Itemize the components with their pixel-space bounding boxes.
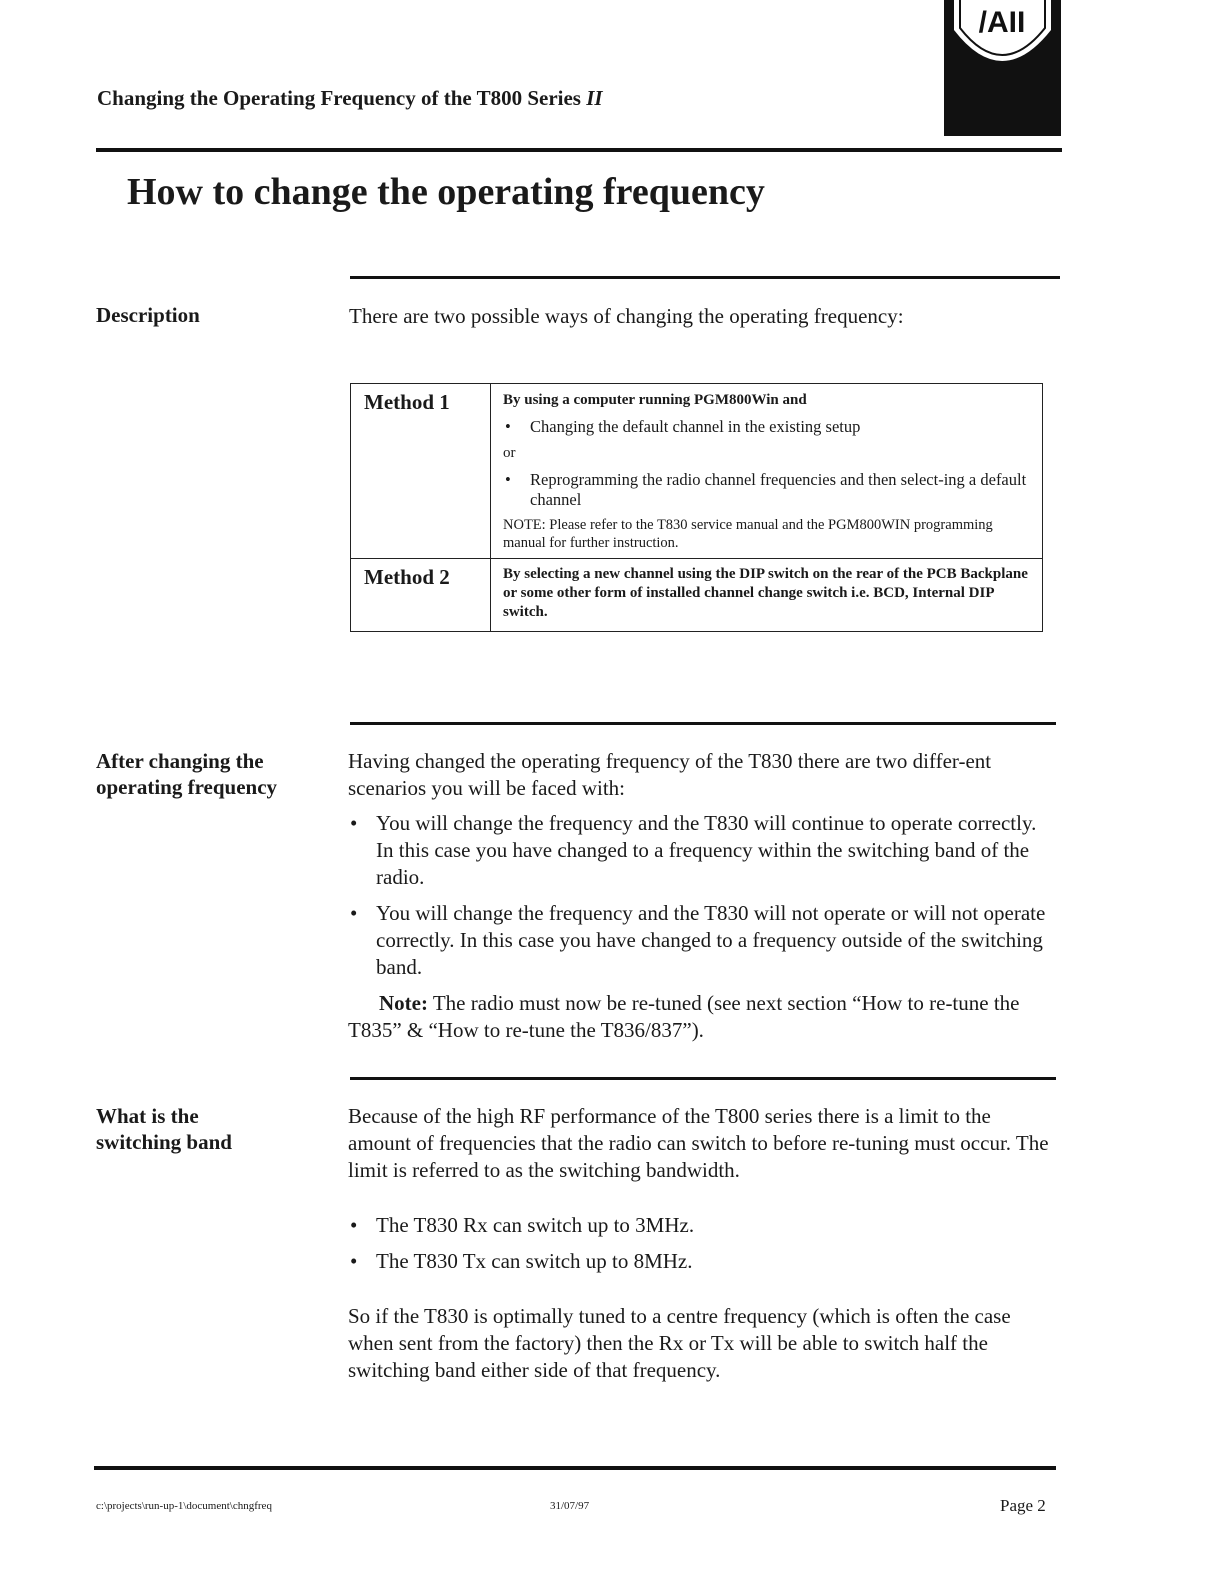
description-intro: There are two possible ways of changing the operating frequency: (349, 304, 904, 328)
method-row-1 (351, 384, 1043, 559)
list-item: • You will change the frequency and the T830 will not operate or will not operate correctly. In this case you have changed to a frequency outside of the switching band. (350, 901, 1046, 979)
page-number: Page 2 (1000, 1496, 1046, 1515)
note-text: The radio must now be re-tuned (see next section “How to re-tune the T835” & “How to re-tune the T836/837”). (348, 991, 1020, 1042)
after-change-note (348, 990, 1056, 1044)
method-2-label: Method 2 (351, 559, 491, 632)
method-1-bullet: • Reprogramming the radio channel frequencies and then select-ing a default channel (505, 470, 1027, 509)
after-change-bullets (348, 810, 1056, 981)
switching-band-bullets (348, 1212, 1053, 1275)
method-1-description (491, 384, 1043, 559)
switching-band-body (348, 1103, 1053, 1384)
section-label-line: operating frequency (96, 775, 278, 799)
logo-emblem-icon (944, 0, 1061, 136)
footer-date: 31/07/97 (550, 1500, 590, 1512)
footer-path: c:\projects\run-up-1\document\chngfreq (96, 1500, 272, 1512)
section-rule-description (350, 276, 1060, 279)
method-row-2 (351, 559, 1043, 632)
methods-table (350, 383, 1043, 632)
list-item: • You will change the frequency and the T830 will continue to operate correctly. In this case you have changed to a frequency within the switching band of the radio. (350, 811, 1037, 889)
method-2-description (491, 559, 1043, 632)
running-header-text: Changing the Operating Frequency of the T800 Series (97, 86, 581, 110)
method-1-lead: By using a computer running PGM800Win and (503, 392, 807, 408)
section-label-after-change (96, 748, 277, 800)
method-1-note: NOTE: Please refer to the T830 service manual and the PGM800WIN programming manual for further instruction. (503, 517, 993, 551)
logo-text: /AII (978, 6, 1026, 39)
company-logo (944, 0, 1061, 136)
note-label: Note: (379, 991, 428, 1015)
bullet-icon: • (505, 470, 511, 489)
method-1-or: or (503, 445, 516, 461)
section-label-switching-band (96, 1103, 232, 1155)
method-1-bullet: • Changing the default channel in the existing setup (505, 417, 861, 436)
section-rule-switching-band (350, 1077, 1056, 1080)
bullet-icon: • (350, 901, 358, 925)
switching-band-para-1: Because of the high RF performance of the T800 series there is a limit to the amount of frequencies that the radio can switch to before re-tuning must occur. The limit is referred to as the switching bandwidth. (348, 1104, 1049, 1182)
after-change-intro: Having changed the operating frequency of the T830 there are two differ-ent scenarios you will be faced with: (348, 749, 992, 800)
switching-band-para-2: So if the T830 is optimally tuned to a centre frequency (which is often the case when sent from the factory) then the Rx or Tx will be able to switch half the switching band either side of that frequency. (348, 1304, 1011, 1382)
section-label-description: Description (96, 303, 200, 327)
section-rule-after-change (350, 722, 1056, 725)
page-title: How to change the operating frequency (127, 171, 765, 213)
bullet-icon: • (350, 1213, 358, 1237)
after-change-body (348, 748, 1056, 1044)
running-header-series: II (586, 86, 603, 110)
section-label-line: What is the (96, 1104, 199, 1128)
header-rule (96, 148, 1062, 152)
list-item: • The T830 Rx can switch up to 3MHz. (350, 1213, 695, 1237)
method-1-label: Method 1 (351, 384, 491, 559)
section-label-line: switching band (96, 1130, 232, 1154)
method-2-text: By selecting a new channel using the DIP switch on the rear of the PCB Backplane or some other form of installed channel change switch i.e. BCD, Internal DIP switch. (503, 566, 1028, 620)
bullet-icon: • (350, 811, 358, 835)
footer-rule (94, 1466, 1056, 1470)
list-item: • The T830 Tx can switch up to 8MHz. (350, 1249, 693, 1273)
running-header (97, 86, 603, 111)
section-label-line: After changing the (96, 749, 264, 773)
bullet-icon: • (350, 1249, 358, 1273)
bullet-icon: • (505, 417, 511, 436)
